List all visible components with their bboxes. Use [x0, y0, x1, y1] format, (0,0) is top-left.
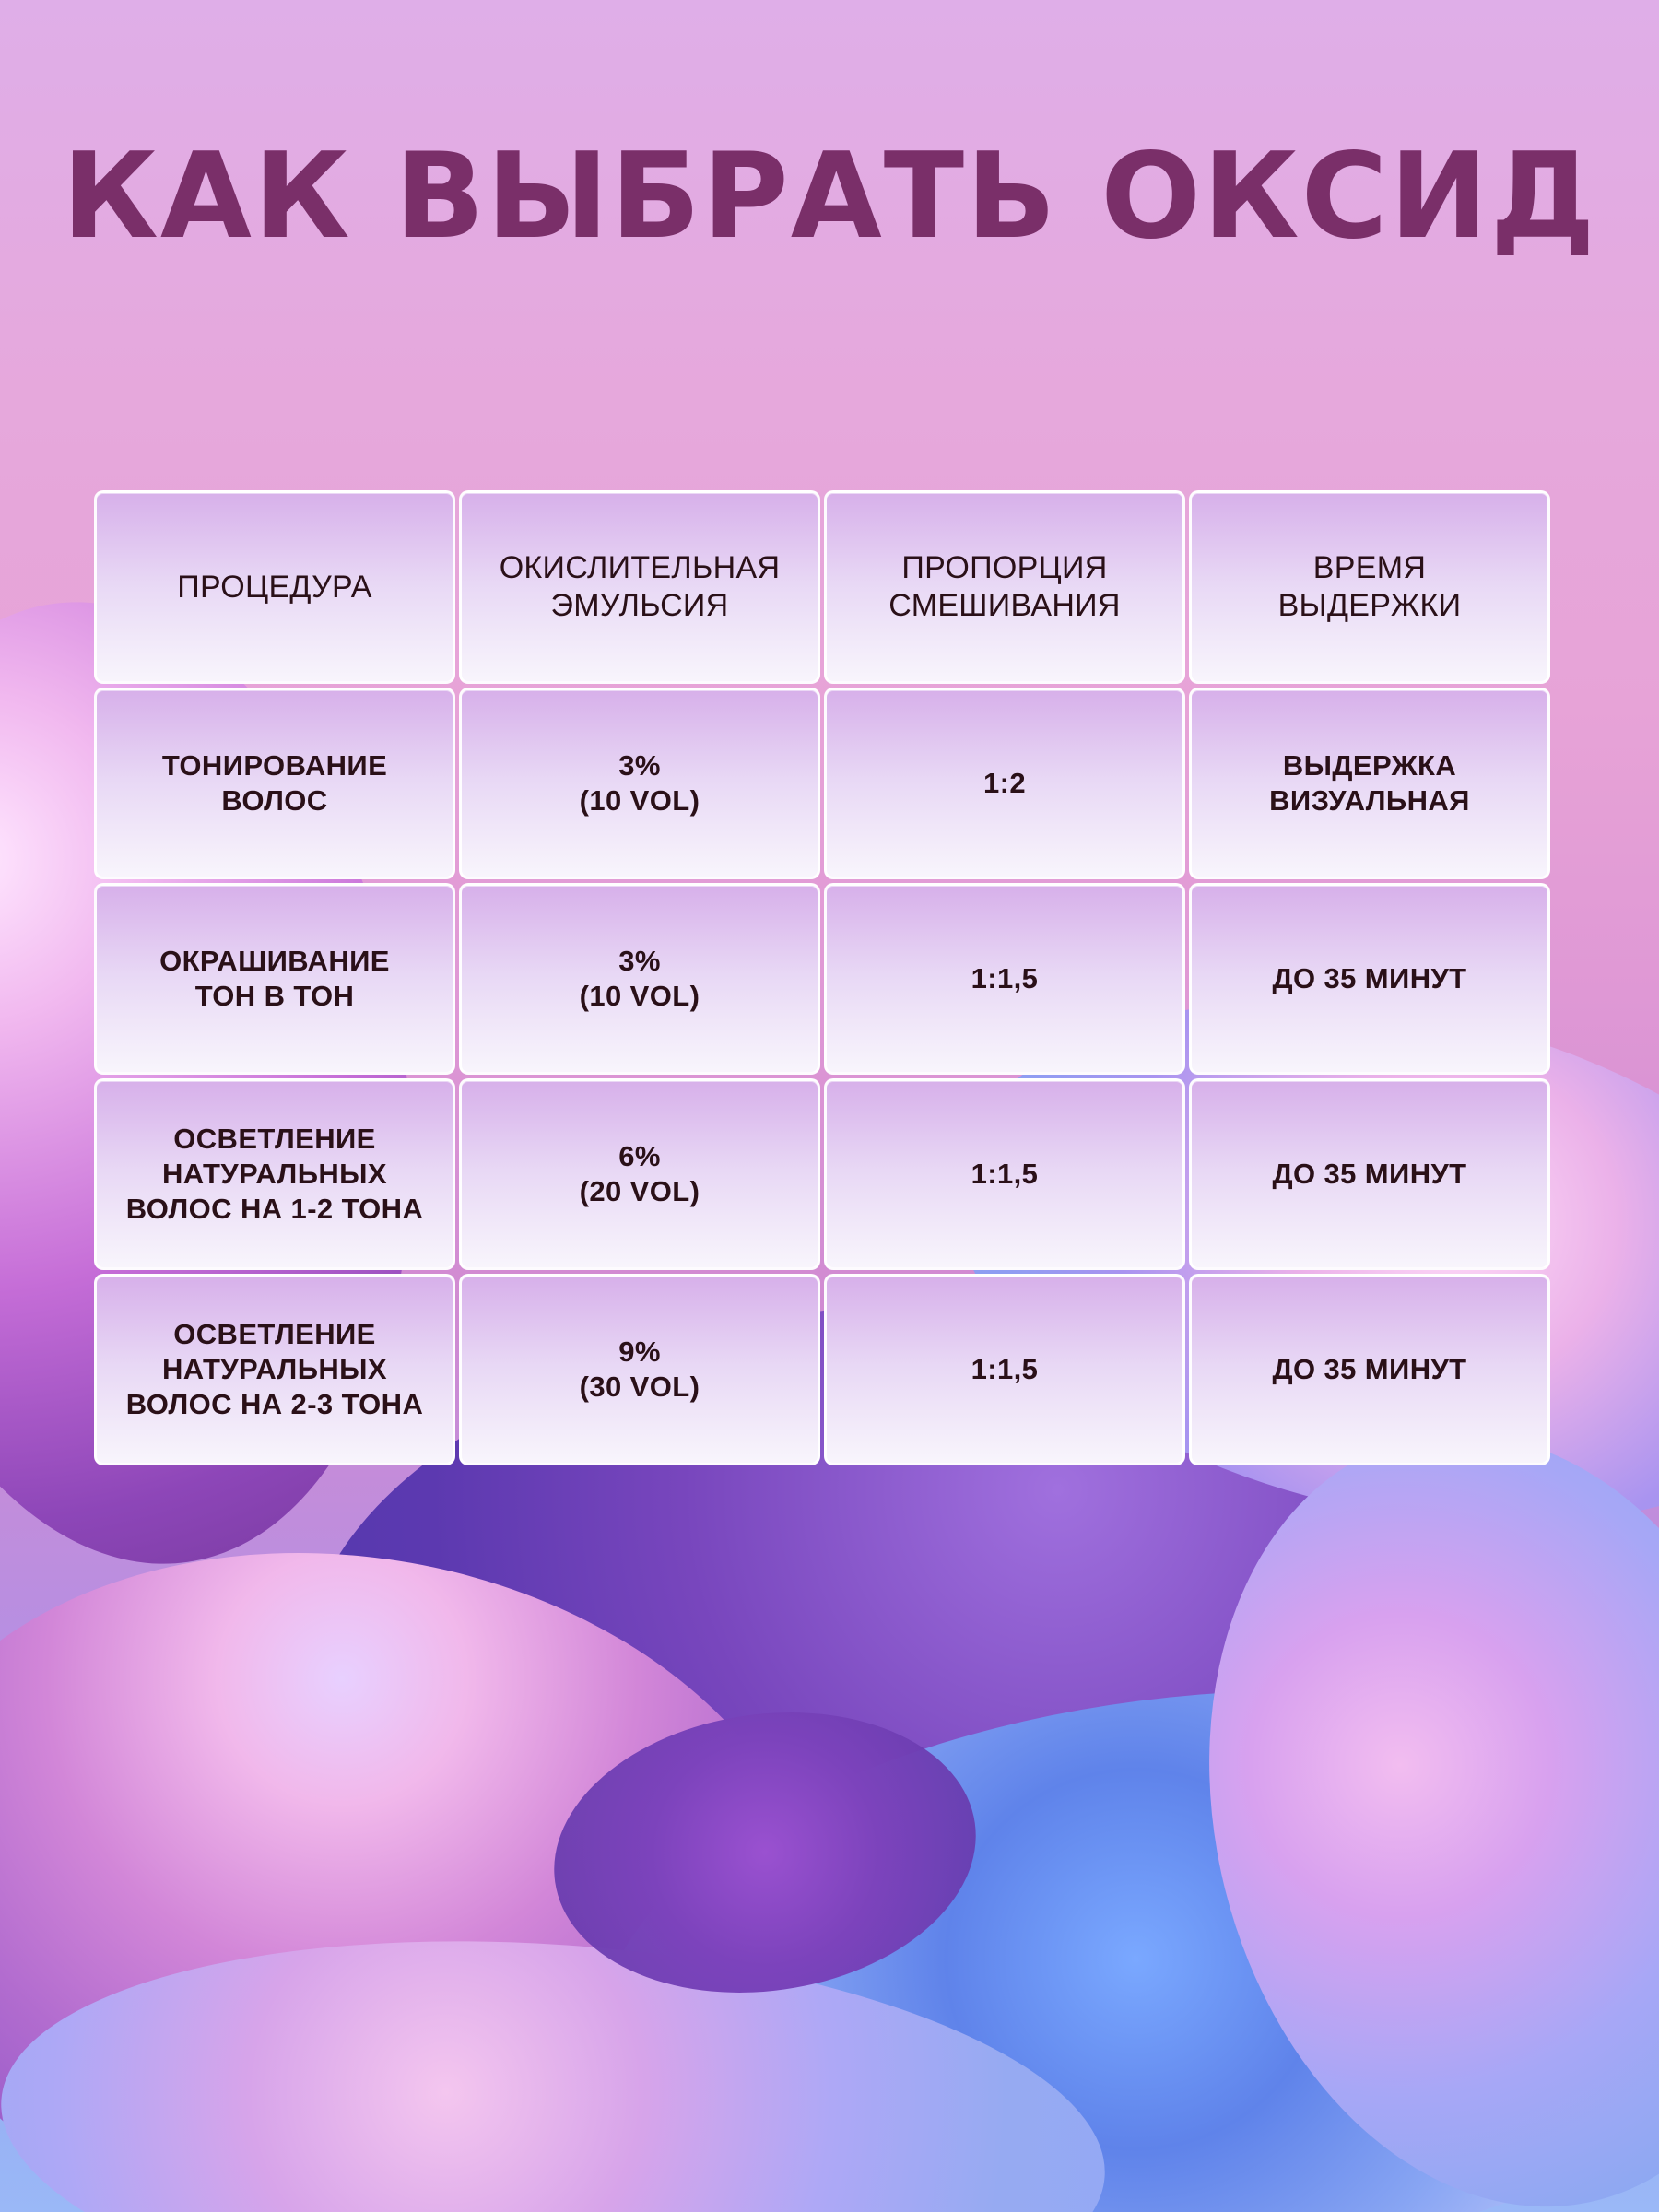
row-1-time-text [1269, 748, 1470, 818]
row-1-time-line-2: ВИЗУАЛЬНАЯ [1269, 784, 1470, 817]
row-3-time-line-1: ДО 35 МИНУТ [1272, 1157, 1467, 1190]
comparison-table [94, 490, 1554, 1465]
header-oxidizing-emulsion-line-2: ЭМУЛЬСИЯ [550, 588, 729, 623]
row-4-time [1189, 1274, 1550, 1465]
row-1-procedure-line-2: ВОЛОС [221, 784, 328, 817]
header-mixing-ratio [824, 490, 1185, 684]
row-4-time-text [1272, 1352, 1466, 1387]
header-oxidizing-emulsion-text [500, 549, 781, 625]
row-3-ratio [824, 1078, 1185, 1270]
row-4-emulsion-text [580, 1335, 700, 1405]
row-2-procedure-line-1: ОКРАШИВАНИЕ [159, 944, 390, 977]
row-3-procedure [94, 1078, 455, 1270]
row-2-emulsion-line-2: (10 VOL) [579, 980, 700, 1012]
row-3-procedure-text [126, 1122, 423, 1227]
row-4-procedure [94, 1274, 455, 1465]
table-grid [94, 490, 1554, 1465]
row-3-emulsion-text [580, 1139, 700, 1209]
row-2-time-text [1272, 961, 1466, 996]
row-1-procedure-line-1: ТОНИРОВАНИЕ [161, 748, 388, 782]
row-1-procedure [94, 688, 455, 879]
row-2-procedure-text [159, 944, 390, 1014]
header-processing-time-text [1278, 549, 1462, 625]
row-2-ratio [824, 883, 1185, 1075]
row-1-time [1189, 688, 1550, 879]
row-3-emulsion-line-2: (20 VOL) [579, 1175, 700, 1207]
row-2-emulsion-line-1: 3% [618, 944, 661, 977]
row-1-procedure-text [162, 748, 387, 818]
header-oxidizing-emulsion [459, 490, 820, 684]
row-4-ratio-line-1: 1:1,5 [971, 1352, 1039, 1385]
row-2-emulsion-text [580, 944, 700, 1014]
row-4-procedure-line-1: ОСВЕТЛЕНИЕ [173, 1317, 376, 1350]
row-1-ratio-line-1: 1:2 [982, 766, 1026, 799]
row-3-emulsion [459, 1078, 820, 1270]
row-2-procedure-line-2: ТОН В ТОН [194, 980, 355, 1012]
row-3-procedure-line-2: НАТУРАЛЬНЫХ [161, 1157, 387, 1190]
row-3-ratio-text [971, 1157, 1039, 1192]
row-4-emulsion-line-2: (30 VOL) [579, 1371, 700, 1403]
row-4-emulsion-line-1: 9% [618, 1335, 661, 1368]
row-1-emulsion-line-2: (10 VOL) [579, 784, 700, 817]
row-2-ratio-line-1: 1:1,5 [971, 961, 1039, 994]
header-procedure-text [177, 569, 371, 606]
header-oxidizing-emulsion-line-1: ОКИСЛИТЕЛЬНАЯ [499, 550, 781, 586]
row-2-procedure [94, 883, 455, 1075]
row-4-procedure-text [126, 1317, 423, 1422]
row-1-ratio-text [983, 766, 1026, 801]
header-mixing-ratio-text [888, 549, 1121, 625]
row-2-emulsion [459, 883, 820, 1075]
row-2-ratio-text [971, 961, 1039, 996]
row-3-time [1189, 1078, 1550, 1270]
header-mixing-ratio-line-1: ПРОПОРЦИЯ [901, 550, 1108, 586]
row-3-emulsion-line-1: 6% [618, 1139, 661, 1172]
row-1-emulsion-line-1: 3% [618, 748, 661, 782]
row-2-time-line-1: ДО 35 МИНУТ [1272, 961, 1467, 994]
row-3-procedure-line-3: ВОЛОС НА 1-2 ТОНА [125, 1193, 424, 1226]
row-1-emulsion [459, 688, 820, 879]
row-1-ratio [824, 688, 1185, 879]
header-procedure-line-1: ПРОЦЕДУРА [177, 569, 372, 605]
row-4-ratio-text [971, 1352, 1039, 1387]
page-title: КАК ВЫБРАТЬ ОКСИД [62, 128, 1597, 265]
row-4-ratio [824, 1274, 1185, 1465]
row-1-emulsion-text [580, 748, 700, 818]
row-4-procedure-line-3: ВОЛОС НА 2-3 ТОНА [125, 1388, 424, 1421]
header-processing-time-line-2: ВЫДЕРЖКИ [1277, 588, 1462, 623]
header-processing-time [1189, 490, 1550, 684]
row-3-time-text [1272, 1157, 1466, 1192]
row-4-procedure-line-2: НАТУРАЛЬНЫХ [161, 1352, 387, 1385]
row-3-procedure-line-1: ОСВЕТЛЕНИЕ [173, 1122, 376, 1155]
header-procedure [94, 490, 455, 684]
row-3-ratio-line-1: 1:1,5 [971, 1157, 1039, 1190]
row-1-time-line-1: ВЫДЕРЖКА [1282, 748, 1457, 782]
row-2-time [1189, 883, 1550, 1075]
row-4-emulsion [459, 1274, 820, 1465]
header-mixing-ratio-line-2: СМЕШИВАНИЯ [888, 588, 1121, 623]
row-4-time-line-1: ДО 35 МИНУТ [1272, 1352, 1467, 1385]
header-processing-time-line-1: ВРЕМЯ [1312, 550, 1427, 586]
